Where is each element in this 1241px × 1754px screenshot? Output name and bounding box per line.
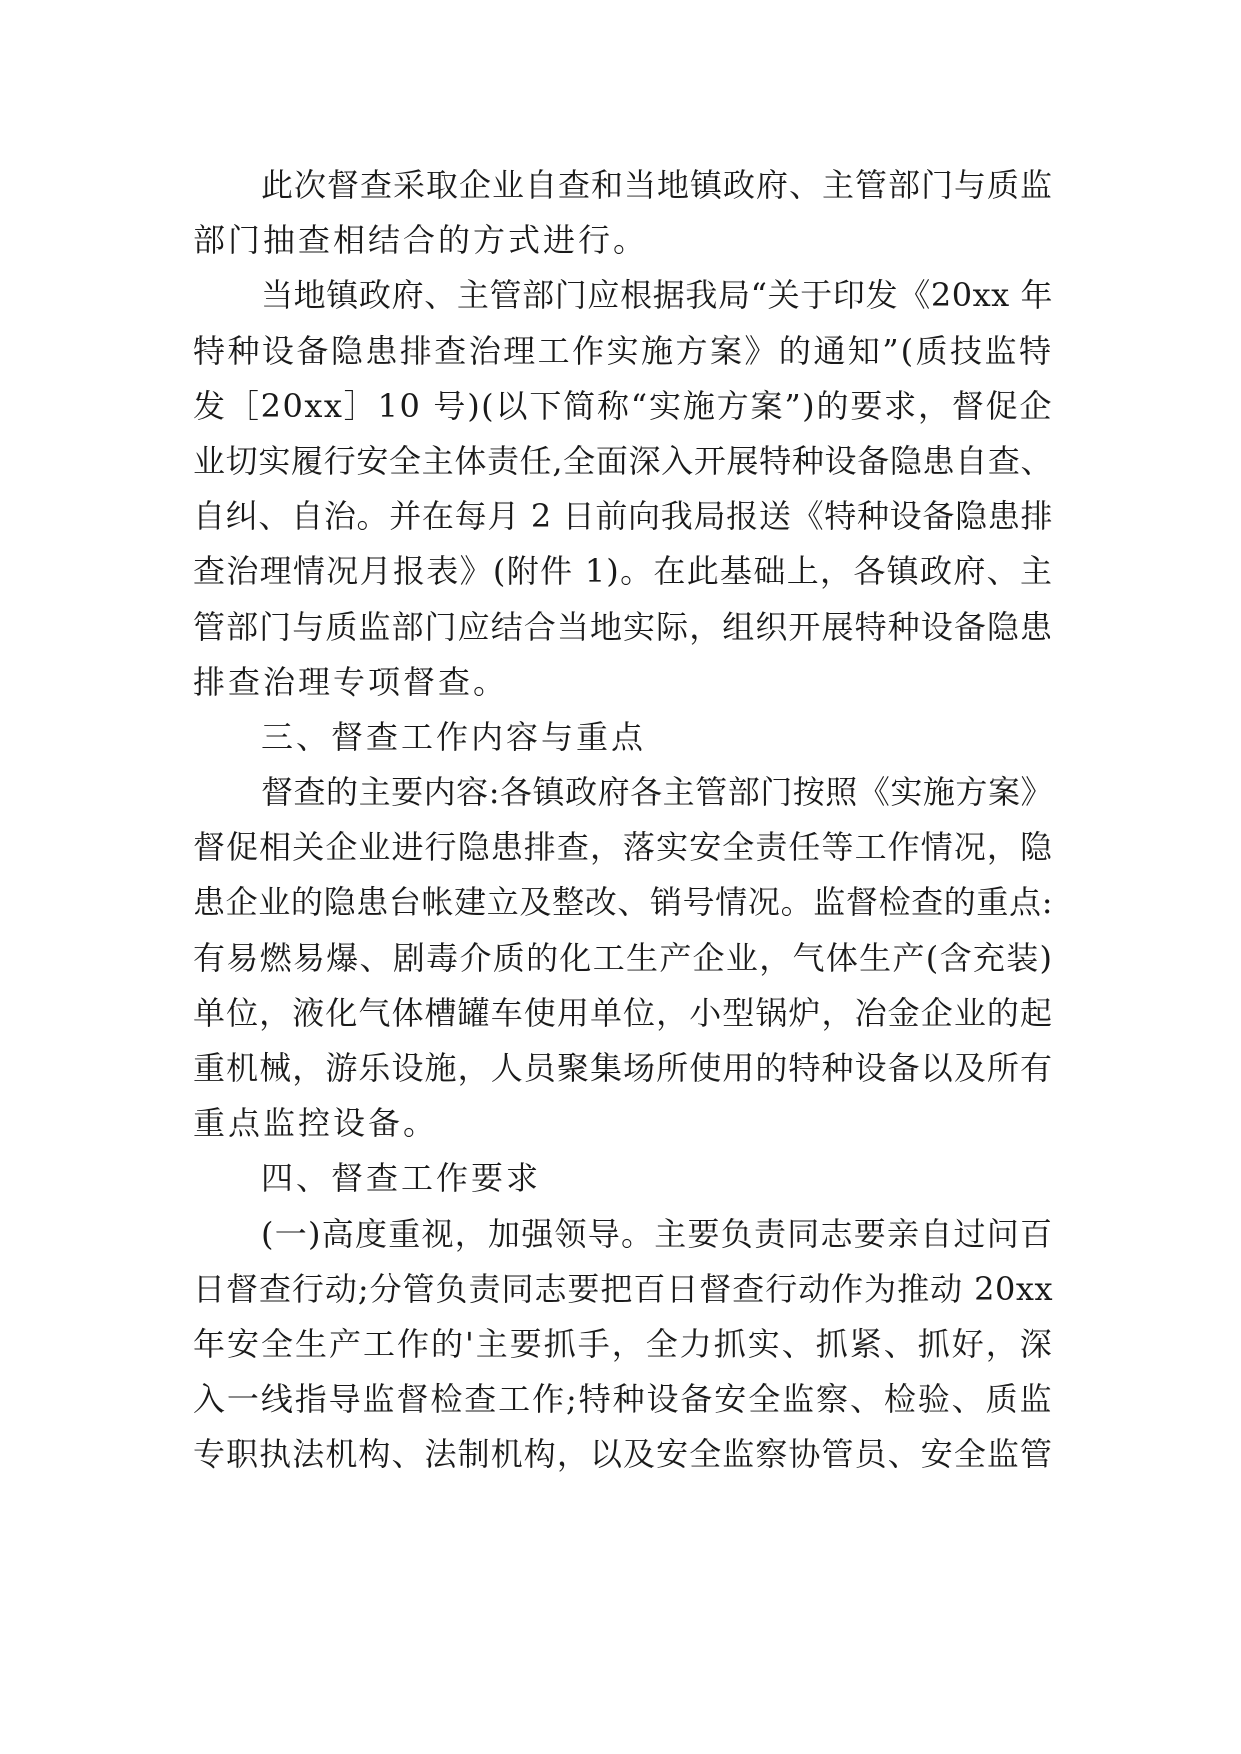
text-line: 当地镇政府、主管部门应根据我局“关于印发《20xx 年 <box>261 276 1053 315</box>
document-body <box>193 158 1053 1483</box>
text-line: 排查治理专项督查。 <box>193 662 509 701</box>
text-line: (一)高度重视，加强领导。主要负责同志要亲自过问百 <box>261 1214 1053 1253</box>
text-line: 入一线指导监督检查工作;特种设备安全监察、检验、质监 <box>193 1380 1053 1419</box>
text-line: 自纠、自治。并在每月 2 日前向我局报送《特种设备隐患排 <box>193 497 1053 536</box>
paragraph <box>193 268 1053 710</box>
text-line: 有易燃易爆、剧毒介质的化工生产企业，气体生产(含充装) <box>193 938 1053 977</box>
heading-text: 三、督查工作内容与重点 <box>261 717 647 756</box>
text-line: 日督查行动;分管负责同志要把百日督查行动作为推动 20xx <box>193 1269 1053 1308</box>
text-line: 患企业的隐患台帐建立及整改、销号情况。监督检查的重点: <box>193 883 1053 922</box>
text-line: 督查的主要内容:各镇政府各主管部门按照《实施方案》 <box>261 773 1053 812</box>
text-line: 督促相关企业进行隐患排查，落实安全责任等工作情况，隐 <box>193 828 1053 867</box>
text-line: 发［20xx］10 号)(以下简称“实施方案”)的要求，督促企 <box>193 386 1053 425</box>
text-line: 管部门与质监部门应结合当地实际，组织开展特种设备隐患 <box>193 607 1053 646</box>
text-line: 部门抽查相结合的方式进行。 <box>193 221 649 260</box>
paragraph <box>193 158 1053 268</box>
text-line: 单位，液化气体槽罐车使用单位，小型锅炉，冶金企业的起 <box>193 993 1053 1032</box>
text-line: 此次督查采取企业自查和当地镇政府、主管部门与质监 <box>261 166 1054 204</box>
paragraph <box>193 765 1053 1151</box>
text-line: 重机械，游乐设施，人员聚集场所使用的特种设备以及所有 <box>193 1049 1053 1087</box>
text-line: 专职执法机构、法制机构，以及安全监察协管员、安全监管 <box>193 1435 1053 1474</box>
paragraph <box>193 1207 1053 1483</box>
text-line: 业切实履行安全主体责任,全面深入开展特种设备隐患自查、 <box>193 441 1053 480</box>
section-heading <box>193 710 1053 765</box>
text-line: 重点监控设备。 <box>193 1104 439 1143</box>
heading-text: 四、督查工作要求 <box>261 1159 542 1198</box>
text-line: 年安全生产工作的'主要抓手，全力抓实、抓紧、抓好，深 <box>193 1324 1054 1363</box>
text-line: 查治理情况月报表》(附件 1)。在此基础上，各镇政府、主 <box>193 552 1053 591</box>
section-heading <box>193 1151 1053 1206</box>
text-line: 特种设备隐患排查治理工作实施方案》的通知”(质技监特 <box>193 331 1053 370</box>
